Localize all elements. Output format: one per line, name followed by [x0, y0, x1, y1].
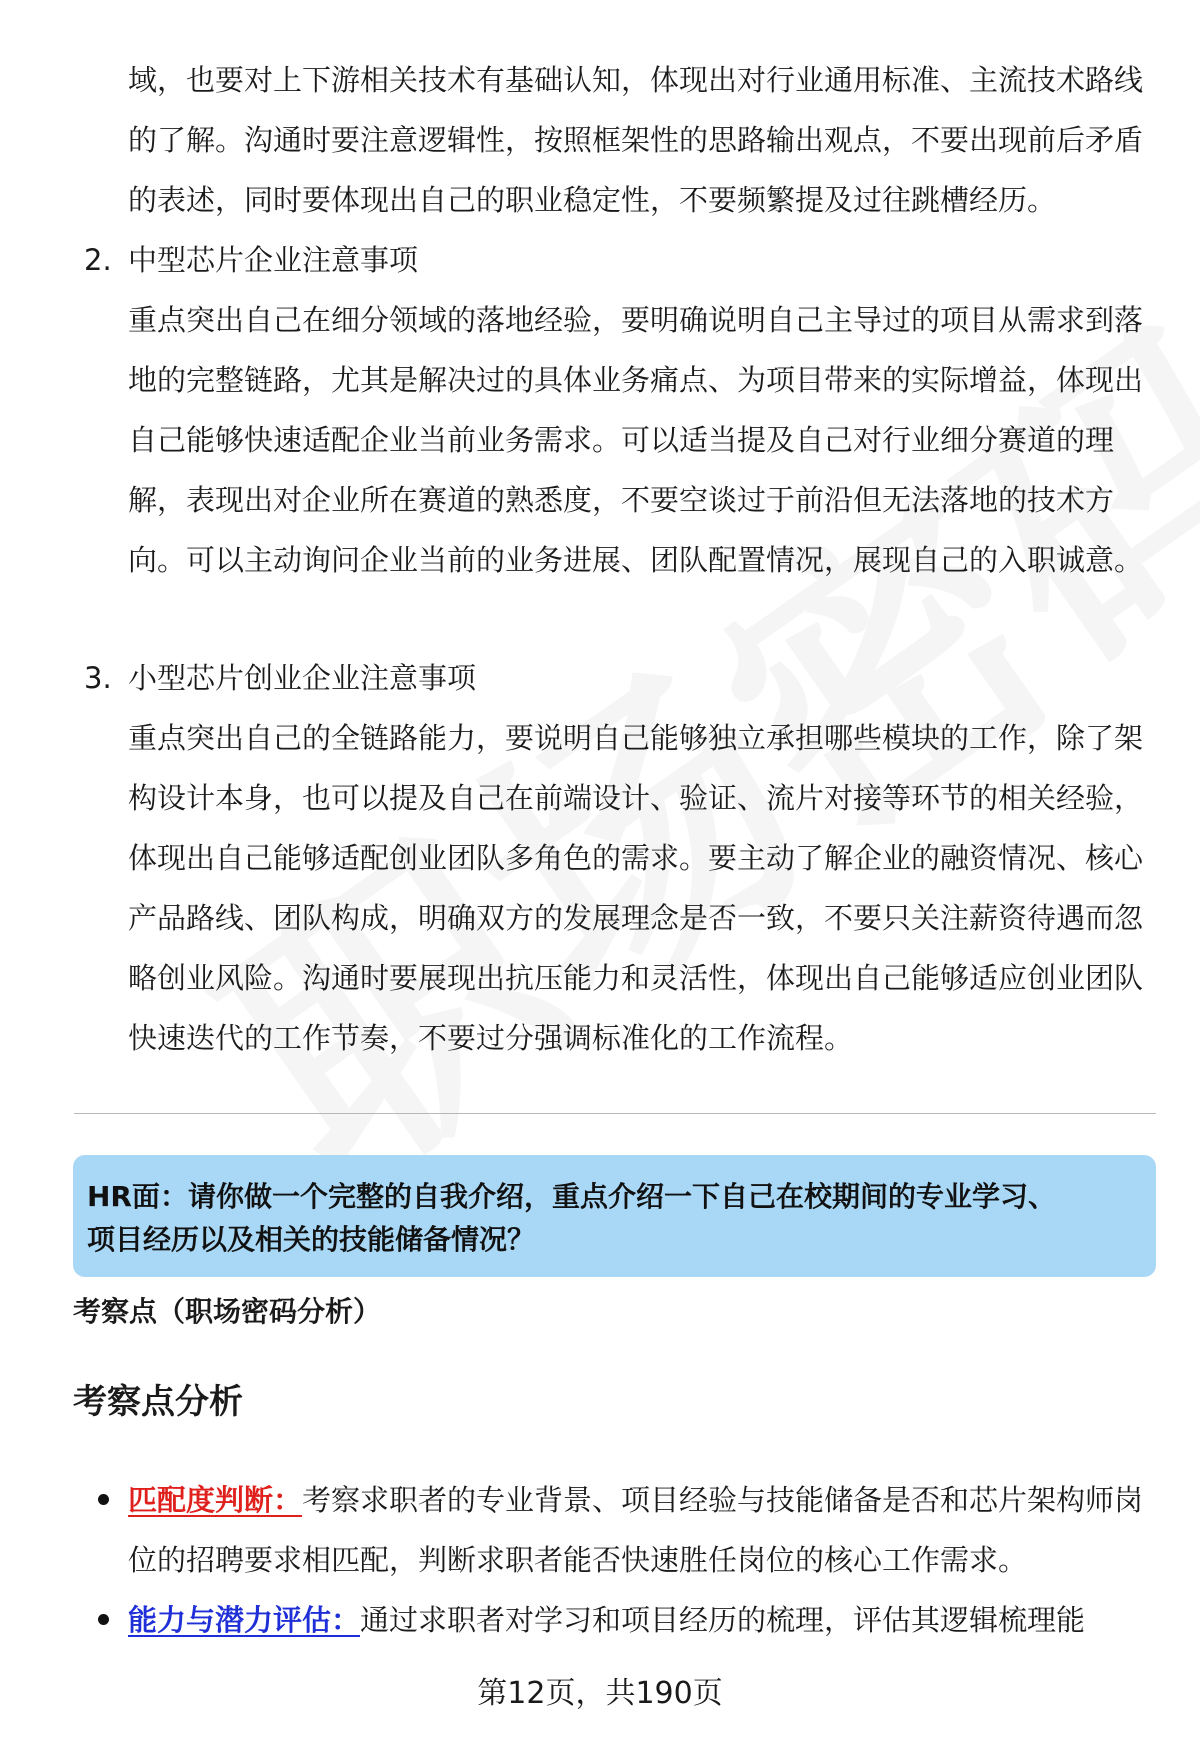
bullet-text: 考察求职者的专业背景、项目经验与技能储备是否和芯片架构师岗位的招聘要求相匹配，判断求职者能否快速胜任岗位的核心工作需求。	[128, 1483, 1144, 1577]
bullet-item	[98, 1590, 1148, 1650]
list-item-title: 小型芯片创业企业注意事项	[128, 661, 477, 695]
list-item-title: 中型芯片企业注意事项	[128, 243, 419, 277]
list-item-number: 2.	[84, 243, 112, 277]
bullet-label: 能力与潜力评估：	[128, 1603, 361, 1637]
list-item-heading	[84, 230, 418, 290]
bullet-text: 通过求职者对学习和项目经历的梳理，评估其逻辑梳理能	[360, 1603, 1086, 1637]
bullet-dot-icon	[98, 1614, 109, 1625]
hr-question-box	[73, 1155, 1156, 1277]
bullet-label: 匹配度判断：	[128, 1483, 303, 1517]
hr-question-line: 项目经历以及相关的技能储备情况？	[87, 1223, 536, 1256]
bullet-item	[98, 1470, 1148, 1590]
list-item-heading	[84, 648, 476, 708]
subheading: 考察点（职场密码分析）	[73, 1295, 382, 1328]
page-footer: 第12页，共190页	[477, 1676, 723, 1711]
list-item-body: 重点突出自己的全链路能力，要说明自己能够独立承担哪些模块的工作，除了架构设计本身，也可以提及自己在前端设计、验证、流片对接等环节的相关经验，体现出自己能够适配创业团队多角色的需求。要主动了解企业的融资情况、核心产品路线、团队构成，明确双方的发展理念是否一致，不要只关注薪资待遇而忽略创业风险。沟通时要展现出抗压能力和灵活性，体现出自己能够适应创业团队快速迭代的工作节奏，不要过分强调标准化的工作流程。	[128, 721, 1144, 1055]
section-title: 考察点分析	[73, 1382, 243, 1422]
list-item-body: 重点突出自己在细分领域的落地经验，要明确说明自己主导过的项目从需求到落地的完整链路，尤其是解决过的具体业务痛点、为项目带来的实际增益，体现出自己能够快速适配企业当前业务需求。可以适当提及自己对行业细分赛道的理解，表现出对企业所在赛道的熟悉度，不要空谈过于前沿但无法落地的技术方向。可以主动询问企业当前的业务进展、团队配置情况，展现自己的入职诚意。	[128, 303, 1144, 577]
bullet-dot-icon	[98, 1494, 109, 1505]
list-item-number: 3.	[84, 661, 112, 695]
section-divider	[74, 1113, 1156, 1114]
hr-question-line: HR面：请你做一个完整的自我介绍，重点介绍一下自己在校期间的专业学习、	[87, 1180, 1056, 1213]
intro-paragraph: 域，也要对上下游相关技术有基础认知，体现出对行业通用标准、主流技术路线的了解。沟通时要注意逻辑性，按照框架性的思路输出观点，不要出现前后矛盾的表述，同时要体现出自己的职业稳定性，不要频繁提及过往跳槽经历。	[128, 63, 1144, 217]
